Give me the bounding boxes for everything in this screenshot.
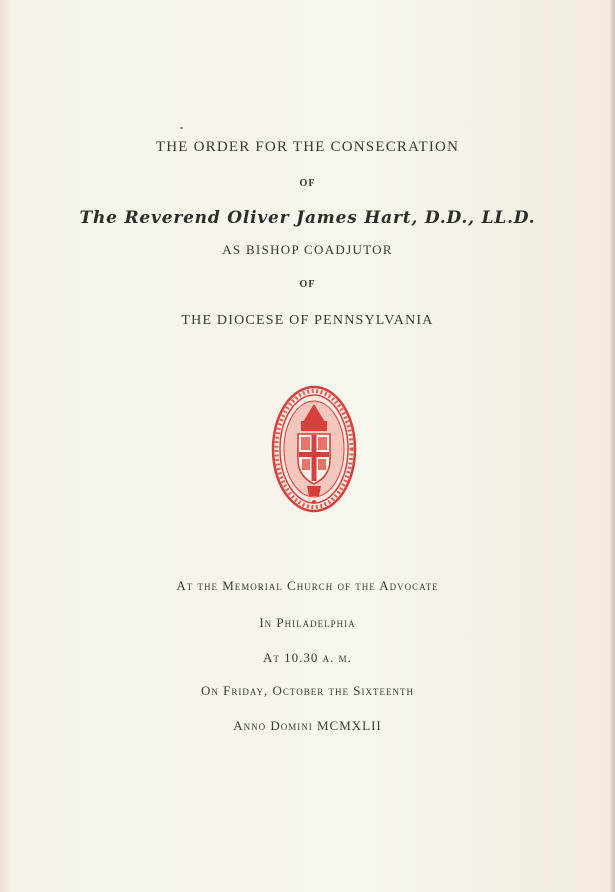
time-line: At 10.30 a. m. (263, 650, 352, 665)
year-line: Anno Domini MCMXLII (233, 718, 382, 733)
date-line: On Friday, October the Sixteenth (201, 683, 414, 698)
role-line: AS BISHOP COADJUTOR (222, 242, 393, 257)
city-line: In Philadelphia (259, 615, 356, 630)
title-line: THE ORDER FOR THE CONSECRATION (155, 139, 460, 155)
church-line: At the Memorial Church of the Advocate (176, 578, 439, 593)
page-edge (609, 0, 615, 892)
bishop-name: The Reverend Oliver James Hart, D.D., LL.D. (79, 208, 536, 228)
ink-speck (180, 127, 183, 129)
of-label-1: OF (299, 178, 316, 189)
diocesan-seal-icon (271, 384, 357, 514)
diocese-line: THE DIOCESE OF PENNSYLVANIA (181, 313, 434, 328)
of-label-2: OF (299, 279, 316, 290)
